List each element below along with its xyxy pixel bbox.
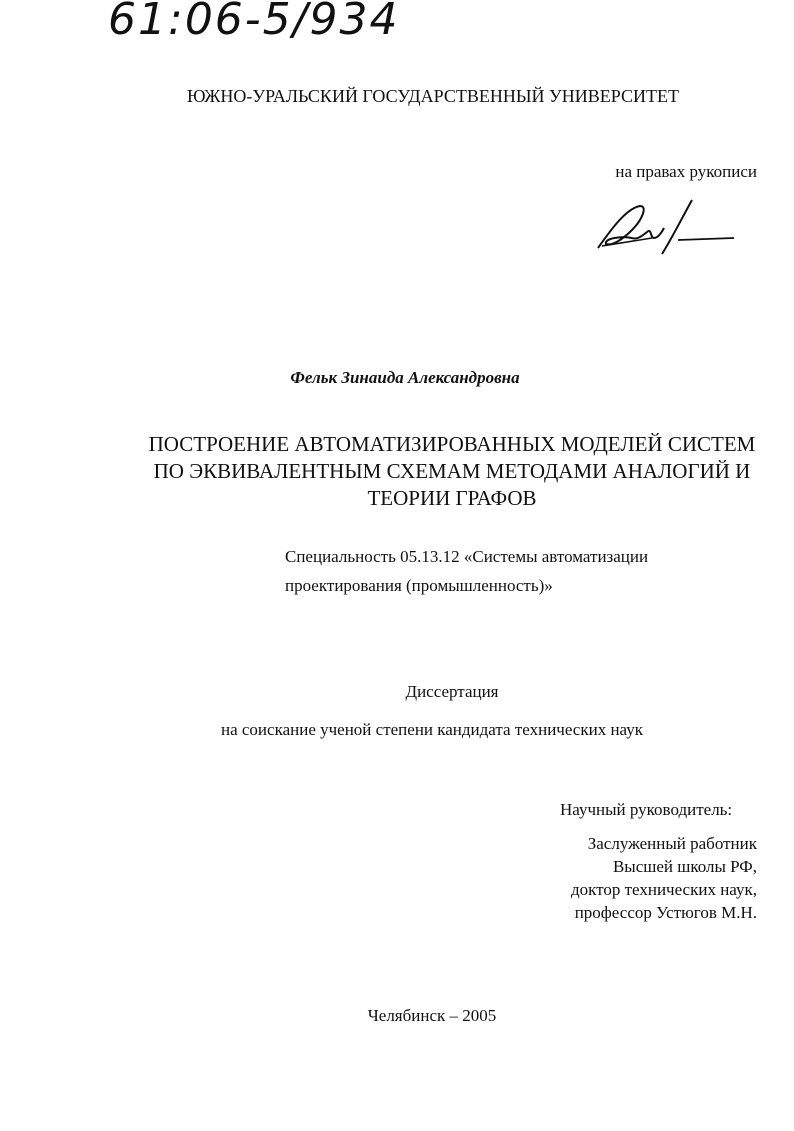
degree-statement: на соискание ученой степени кандидата технических наук: [220, 720, 644, 739]
document-type: Диссертация: [405, 682, 499, 701]
dissertation-title: [149, 431, 756, 512]
author-name: Фельк Зинаида Александровна: [290, 368, 520, 387]
city-year: Челябинск – 2005: [367, 1006, 497, 1025]
supervisor-line: профессор Устюгов М.Н.: [574, 903, 757, 922]
supervisor-line: Заслуженный работник: [587, 834, 757, 853]
supervisor-line: доктор технических наук,: [570, 880, 757, 899]
supervisor-label: Научный руководитель:: [560, 800, 733, 819]
title-line: ПОСТРОЕНИЕ АВТОМАТИЗИРОВАННЫХ МОДЕЛЕЙ СИСТЕМ: [148, 432, 756, 456]
university-name: ЮЖНО-УРАЛЬСКИЙ ГОСУДАРСТВЕННЫЙ УНИВЕРСИТЕТ: [187, 86, 679, 106]
title-line: ПО ЭКВИВАЛЕНТНЫМ СХЕМАМ МЕТОДАМИ АНАЛОГИЙ И: [153, 459, 751, 483]
supervisor-line: Высшей школы РФ,: [612, 857, 757, 876]
specialty-line: Специальность 05.13.12 «Системы автоматизации: [285, 547, 649, 566]
signature: [592, 198, 742, 258]
specialty-line: проектирования (промышленность)»: [285, 576, 553, 595]
archive-number-handwritten: 61:06-5/934: [108, 0, 400, 45]
title-line: ТЕОРИИ ГРАФОВ: [367, 486, 537, 510]
manuscript-note: на правах рукописи: [615, 162, 757, 181]
